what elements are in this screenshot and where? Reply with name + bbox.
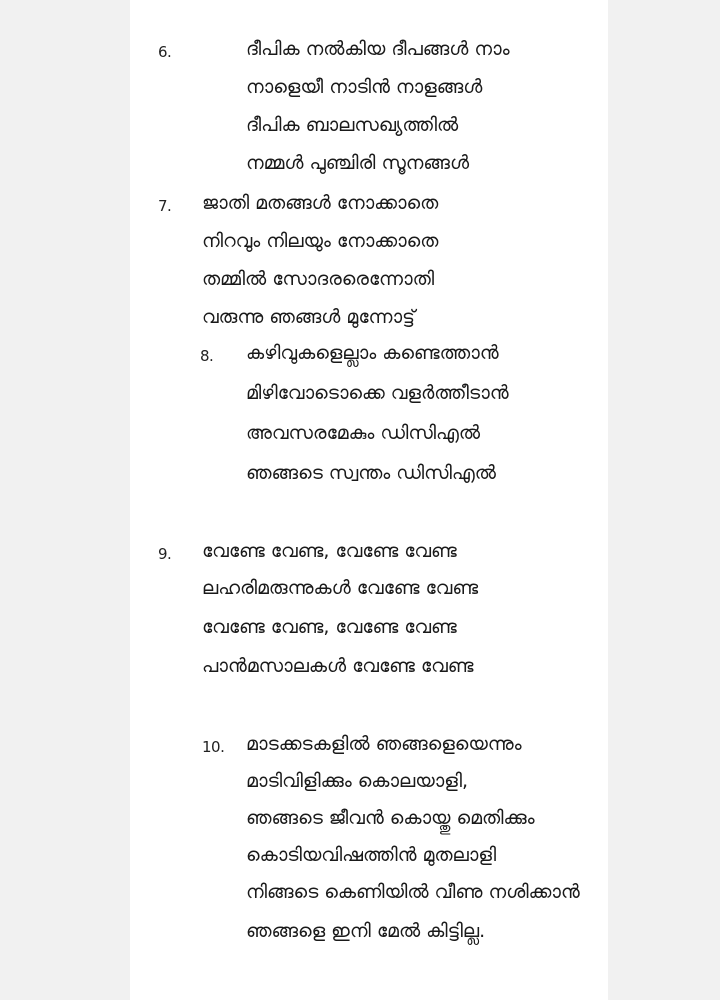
lyric-line: കഴിവുകളെല്ലാം കണ്ടെത്താൻ — [246, 342, 499, 364]
lyric-line: വേണ്ടേ വേണ്ട, വേണ്ടേ വേണ്ട — [202, 540, 457, 562]
stanza-number: 10. — [202, 738, 225, 756]
lyric-line: ഞങ്ങളെ ഇനി മേൽ കിട്ടില്ല. — [246, 920, 486, 942]
lyric-line: വേണ്ടേ വേണ്ട, വേണ്ടേ വേണ്ട — [202, 616, 457, 638]
stanza-number: 9. — [158, 545, 172, 563]
lyric-line: നിങ്ങടെ കെണിയിൽ വീണു നശിക്കാൻ — [246, 881, 580, 903]
lyrics-page — [130, 0, 608, 1000]
stanza-number: 6. — [158, 43, 172, 61]
lyric-line: ദീപിക നൽകിയ ദീപങ്ങൾ നാം — [246, 38, 510, 60]
stanza-number: 8. — [200, 347, 214, 365]
lyric-line: തമ്മിൽ സോദരരെന്നോതി — [202, 268, 435, 290]
lyric-line: അവസരമേകും ഡിസിഎൽ — [246, 422, 481, 444]
lyric-line: മാടിവിളിക്കും കൊലയാളി, — [246, 770, 469, 792]
lyric-line: വരുന്നു ഞങ്ങൾ മുന്നോട്ട് — [202, 306, 415, 328]
lyric-line: ലഹരിമരുന്നുകൾ വേണ്ടേ വേണ്ട — [202, 577, 479, 599]
lyric-line: കൊടിയവിഷത്തിൻ മുതലാളി — [246, 844, 497, 866]
lyric-line: ഞങ്ങടെ സ്വന്തം ഡിസിഎൽ — [246, 462, 496, 484]
lyric-line: മാടക്കടകളിൽ ഞങ്ങളെയെന്നും — [246, 733, 522, 755]
lyric-line: നിറവും നിലയും നോക്കാതെ — [202, 230, 439, 252]
lyric-line: നമ്മൾ പുഞ്ചിരി സൂനങ്ങൾ — [246, 152, 470, 174]
lyric-line: നാളെയീ നാടിൻ നാളങ്ങൾ — [246, 76, 483, 98]
lyric-line: മിഴിവോടൊക്കെ വളർത്തീടാൻ — [246, 382, 509, 404]
lyric-line: ദീപിക ബാലസഖ്യത്തിൽ — [246, 114, 459, 136]
lyric-line: ഞങ്ങടെ ജീവൻ കൊയ്തു മെതിക്കും — [246, 807, 535, 829]
lyric-line: പാൻമസാലകൾ വേണ്ടേ വേണ്ട — [202, 655, 474, 677]
stanza-number: 7. — [158, 197, 172, 215]
lyric-line: ജാതി മതങ്ങൾ നോക്കാതെ — [202, 192, 439, 214]
